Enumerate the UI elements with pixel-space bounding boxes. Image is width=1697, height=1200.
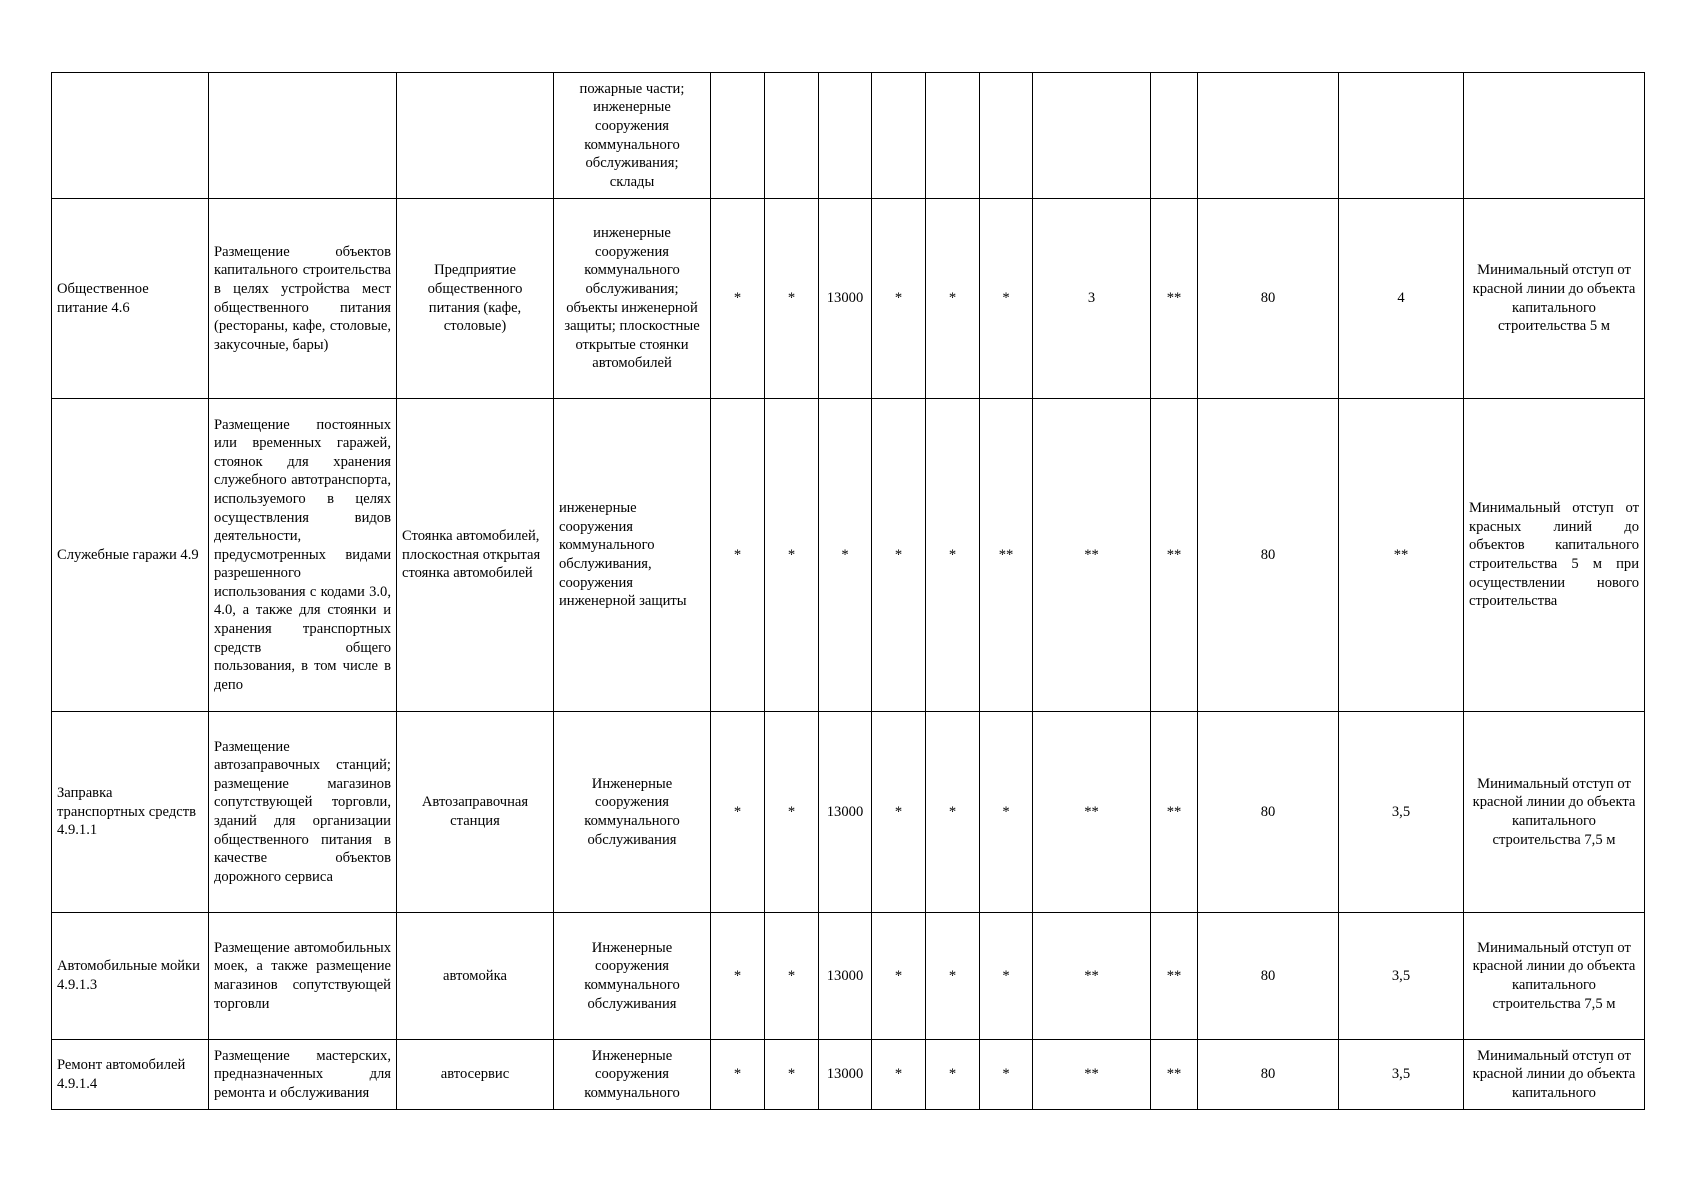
use-description-cell: Размещение автомобильных моек, а также размещение магазинов сопутствующей торговли bbox=[209, 913, 397, 1040]
parameter-value-cell: ** bbox=[1151, 712, 1198, 913]
parameter-value-cell: 13000 bbox=[819, 913, 872, 1040]
note-cell: Минимальный отступ от красной линии до объекта капитального строительства 7,5 м bbox=[1464, 712, 1645, 913]
note-cell: Минимальный отступ от красной линии до объекта капитального bbox=[1464, 1040, 1645, 1110]
parameter-value-cell: ** bbox=[1339, 399, 1464, 712]
use-type-name-cell bbox=[52, 73, 209, 199]
parameter-value-cell: * bbox=[980, 913, 1033, 1040]
parameter-value-cell: 13000 bbox=[819, 1040, 872, 1110]
parameter-value-cell bbox=[765, 73, 819, 199]
parameter-value-cell: 80 bbox=[1198, 913, 1339, 1040]
auxiliary-use-cell: инженерные сооружения коммунального обслуживания, сооружения инженерной защиты bbox=[554, 399, 711, 712]
parameter-value-cell: ** bbox=[1151, 199, 1198, 399]
zoning-regulations-table bbox=[51, 72, 1645, 1110]
parameter-value-cell: * bbox=[765, 712, 819, 913]
parameter-value-cell: 4 bbox=[1339, 199, 1464, 399]
parameter-value-cell: * bbox=[765, 1040, 819, 1110]
parameter-value-cell: ** bbox=[980, 399, 1033, 712]
parameter-value-cell: 80 bbox=[1198, 199, 1339, 399]
parameter-value-cell: 13000 bbox=[819, 712, 872, 913]
auxiliary-use-cell: Инженерные сооружения коммунального обслуживания bbox=[554, 712, 711, 913]
parameter-value-cell: * bbox=[765, 399, 819, 712]
parameter-value-cell: 3 bbox=[1033, 199, 1151, 399]
parameter-value-cell: * bbox=[711, 1040, 765, 1110]
parameter-value-cell: * bbox=[765, 913, 819, 1040]
use-type-name-cell: Общественное питание 4.6 bbox=[52, 199, 209, 399]
parameter-value-cell bbox=[819, 73, 872, 199]
parameter-value-cell bbox=[1198, 73, 1339, 199]
table-row-car-repair bbox=[52, 1040, 1645, 1110]
parameter-value-cell: ** bbox=[1033, 399, 1151, 712]
use-type-name-cell: Заправка транспортных средств 4.9.1.1 bbox=[52, 712, 209, 913]
parameter-value-cell bbox=[1151, 73, 1198, 199]
parameter-value-cell bbox=[872, 73, 926, 199]
parameter-value-cell: * bbox=[926, 1040, 980, 1110]
parameter-value-cell: 80 bbox=[1198, 1040, 1339, 1110]
parameter-value-cell bbox=[711, 73, 765, 199]
auxiliary-use-cell: инженерные сооружения коммунального обслуживания; объекты инженерной защиты; плоскостные открытые стоянки автомобилей bbox=[554, 199, 711, 399]
parameter-value-cell: ** bbox=[1151, 399, 1198, 712]
auxiliary-use-cell: пожарные части; инженерные сооружения коммунального обслуживания; склады bbox=[554, 73, 711, 199]
parameter-value-cell: 3,5 bbox=[1339, 1040, 1464, 1110]
use-description-cell bbox=[209, 73, 397, 199]
parameter-value-cell: * bbox=[926, 712, 980, 913]
note-cell: Минимальный отступ от красной линии до объекта капитального строительства 5 м bbox=[1464, 199, 1645, 399]
parameter-value-cell: ** bbox=[1151, 1040, 1198, 1110]
main-object-cell bbox=[397, 73, 554, 199]
parameter-value-cell: 80 bbox=[1198, 399, 1339, 712]
parameter-value-cell: ** bbox=[1033, 1040, 1151, 1110]
parameter-value-cell: ** bbox=[1033, 913, 1151, 1040]
table-row-car-wash bbox=[52, 913, 1645, 1040]
note-cell bbox=[1464, 73, 1645, 199]
table-row-continuation bbox=[52, 73, 1645, 199]
use-type-name-cell: Автомобильные мойки 4.9.1.3 bbox=[52, 913, 209, 1040]
main-object-cell: Автозаправочная станция bbox=[397, 712, 554, 913]
parameter-value-cell: * bbox=[819, 399, 872, 712]
parameter-value-cell: * bbox=[926, 199, 980, 399]
parameter-value-cell bbox=[1339, 73, 1464, 199]
parameter-value-cell bbox=[980, 73, 1033, 199]
parameter-value-cell: * bbox=[765, 199, 819, 399]
main-object-cell: автомойка bbox=[397, 913, 554, 1040]
parameter-value-cell: * bbox=[872, 1040, 926, 1110]
auxiliary-use-cell: Инженерные сооружения коммунального обслуживания bbox=[554, 913, 711, 1040]
auxiliary-use-cell: Инженерные сооружения коммунального bbox=[554, 1040, 711, 1110]
table-row-service-garages bbox=[52, 399, 1645, 712]
parameter-value-cell: 80 bbox=[1198, 712, 1339, 913]
parameter-value-cell: * bbox=[980, 1040, 1033, 1110]
table-row-fuel-station bbox=[52, 712, 1645, 913]
parameter-value-cell: * bbox=[711, 399, 765, 712]
parameter-value-cell bbox=[926, 73, 980, 199]
parameter-value-cell: * bbox=[711, 913, 765, 1040]
parameter-value-cell: * bbox=[711, 712, 765, 913]
parameter-value-cell: ** bbox=[1033, 712, 1151, 913]
parameter-value-cell: * bbox=[980, 712, 1033, 913]
use-description-cell: Размещение объектов капитального строительства в целях устройства мест общественного питания (рестораны, кафе, столовые, закусочные, бары) bbox=[209, 199, 397, 399]
use-type-name-cell: Служебные гаражи 4.9 bbox=[52, 399, 209, 712]
parameter-value-cell: * bbox=[711, 199, 765, 399]
parameter-value-cell: * bbox=[926, 913, 980, 1040]
parameter-value-cell: * bbox=[872, 712, 926, 913]
main-object-cell: Стоянка автомобилей, плоскостная открытая стоянка автомобилей bbox=[397, 399, 554, 712]
table-row-public-catering bbox=[52, 199, 1645, 399]
use-type-name-cell: Ремонт автомобилей 4.9.1.4 bbox=[52, 1040, 209, 1110]
use-description-cell: Размещение мастерских, предназначенных для ремонта и обслуживания bbox=[209, 1040, 397, 1110]
parameter-value-cell: * bbox=[872, 913, 926, 1040]
main-object-cell: автосервис bbox=[397, 1040, 554, 1110]
parameter-value-cell: 3,5 bbox=[1339, 712, 1464, 913]
main-object-cell: Предприятие общественного питания (кафе, столовые) bbox=[397, 199, 554, 399]
parameter-value-cell: * bbox=[980, 199, 1033, 399]
use-description-cell: Размещение постоянных или временных гаражей, стоянок для хранения служебного автотранспорта, используемого в целях осуществления видов деятельности, предусмотренных видами разрешенного использования с кодами 3.0, 4.0, а также для стоянки и хранения транспортных средств общего пользования, в том числе в депо bbox=[209, 399, 397, 712]
note-cell: Минимальный отступ от красных линий до объектов капитального строительства 5 м при осуществлении нового строительства bbox=[1464, 399, 1645, 712]
parameter-value-cell bbox=[1033, 73, 1151, 199]
parameter-value-cell: ** bbox=[1151, 913, 1198, 1040]
note-cell: Минимальный отступ от красной линии до объекта капитального строительства 7,5 м bbox=[1464, 913, 1645, 1040]
parameter-value-cell: * bbox=[926, 399, 980, 712]
use-description-cell: Размещение автозаправочных станций; размещение магазинов сопутствующей торговли, зданий для организации общественного питания в качестве объектов дорожного сервиса bbox=[209, 712, 397, 913]
parameter-value-cell: * bbox=[872, 199, 926, 399]
parameter-value-cell: * bbox=[872, 399, 926, 712]
parameter-value-cell: 13000 bbox=[819, 199, 872, 399]
parameter-value-cell: 3,5 bbox=[1339, 913, 1464, 1040]
